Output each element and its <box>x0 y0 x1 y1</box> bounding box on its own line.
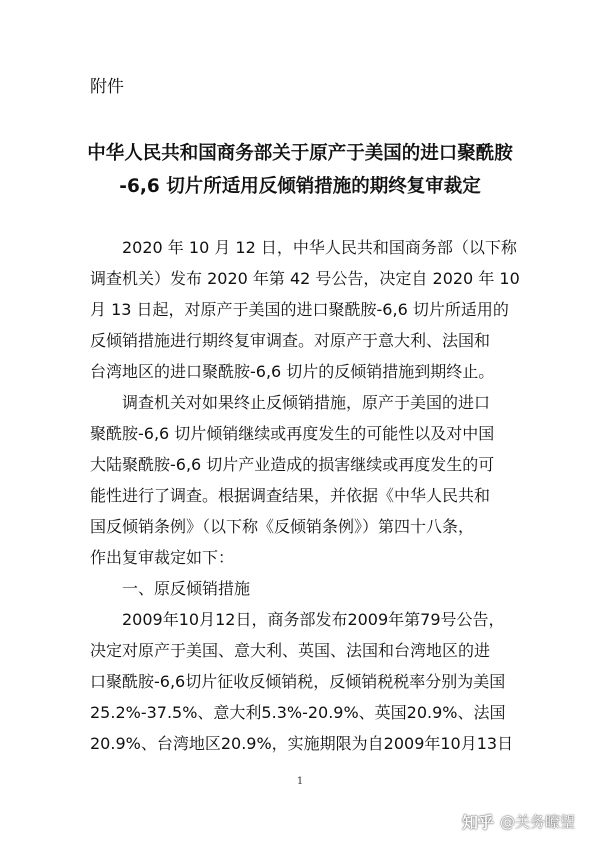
body-line: 20.9%、台湾地区20.9%，实施期限为自2009年10月13日 <box>90 734 514 753</box>
body-line: 2020 年 10 月 12 日，中华人民共和国商务部（以下称 <box>90 238 517 257</box>
body-line: 调查机关）发布 2020 年第 42 号公告，决定自 2020 年 10 <box>90 269 520 288</box>
body-line: 月 13 日起，对原产于美国的进口聚酰胺-6,6 切片所适用的 <box>90 300 509 319</box>
page-number: 1 <box>296 776 304 787</box>
section-heading: 一、原反倾销措施 <box>90 579 251 598</box>
body-line: 调查机关对如果终止反倾销措施，原产于美国的进口 <box>90 393 491 412</box>
body-line: 决定对原产于美国、意大利、英国、法国和台湾地区的进 <box>90 641 491 660</box>
title-line-2: -6,6 切片所适用反倾销措施的期终复审裁定 <box>119 176 481 197</box>
body-line: 大陆聚酰胺-6,6 切片产业造成的损害继续或再度发生的可 <box>90 455 495 474</box>
body-line: 国反倾销条例》（以下称《反倾销条例》）第四十八条， <box>90 517 475 536</box>
attachment-label: 附件 <box>90 77 124 97</box>
body-line: 作出复审裁定如下： <box>90 548 235 567</box>
body-line: 能性进行了调查。根据调查结果，并依据《中华人民共和 <box>90 486 491 505</box>
watermark <box>462 810 575 833</box>
watermark-author: @关务瞭望 <box>500 813 576 831</box>
title-line-1: 中华人民共和国商务部关于原产于美国的进口聚酰胺 <box>87 143 513 164</box>
body-line: 聚酰胺-6,6 切片倾销继续或再度发生的可能性以及对中国 <box>90 424 495 443</box>
body-line: 反倾销措施进行期终复审调查。对原产于意大利、法国和 <box>90 331 491 350</box>
body-line: 25.2%-37.5%、意大利5.3%-20.9%、英国20.9%、法国 <box>90 703 506 722</box>
body-line: 口聚酰胺-6,6切片征收反倾销税，反倾销税税率分别为美国 <box>90 672 506 691</box>
body-line: 2009年10月12日，商务部发布2009年第79号公告， <box>90 610 505 629</box>
zhihu-logo: 知乎 <box>462 813 495 832</box>
body-line: 台湾地区的进口聚酰胺-6,6 切片的反倾销措施到期终止。 <box>90 362 495 381</box>
